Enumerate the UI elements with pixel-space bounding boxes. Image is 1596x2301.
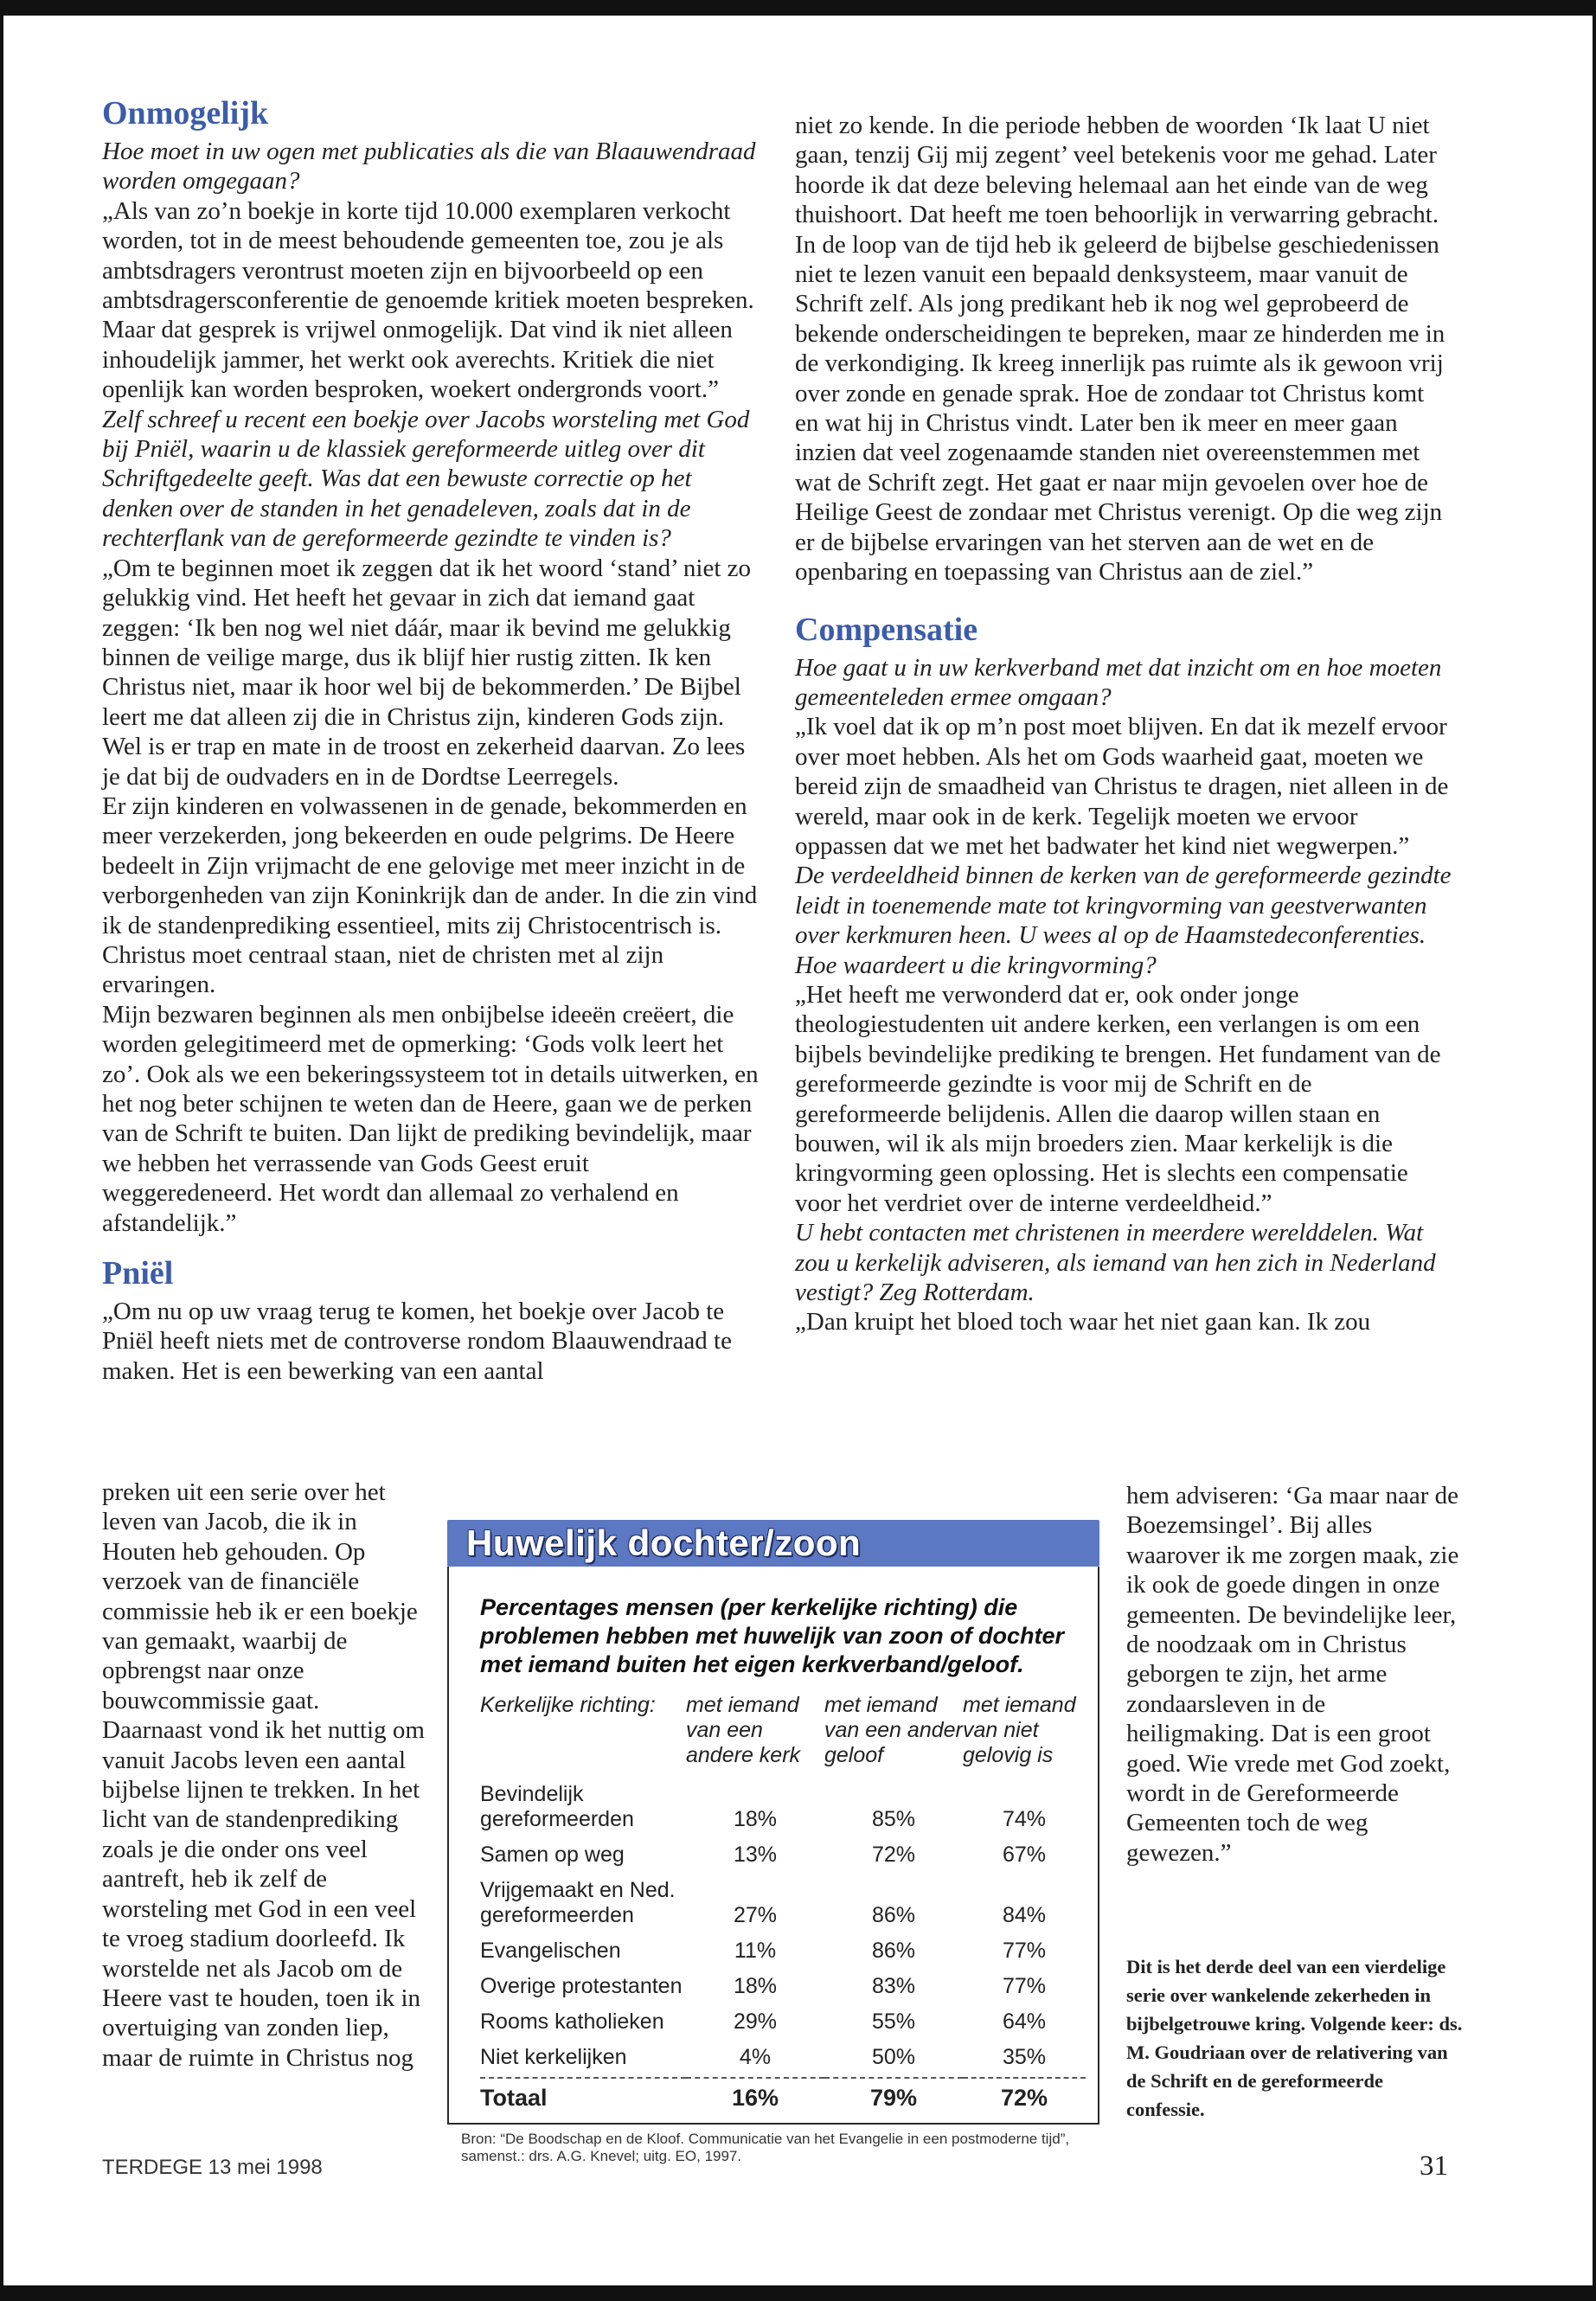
row-value: 55% bbox=[871, 2009, 916, 2034]
table-row bbox=[480, 2041, 1086, 2078]
left-paragraph-3: Zelf schreef u recent een boekje over Jacobs worsteling met God bij Pniël, waarin u de klassiek gereformeerde uitleg over dit Schriftgedeelte geeft. Was dat een bewuste correctie op het denken over de standen in het genadeleven, zoals dat in de rechterflank van de gereformeerde gezindte te vinden is? bbox=[102, 405, 750, 553]
right-bottom-paragraph-2: „Ik voel dat ik op m’n post moet blijven. En dat ik mezelf ervoor over moet hebben. Als het om Gods waarheid gaat, moeten we bereid zijn de smaadheid van Christus te dragen, niet alleen in de wereld, maar ook in de kerk. Tegelijk moeten we ervoor oppassen dat we met het badwater het kind niet wegwerpen.” bbox=[795, 713, 1449, 860]
right-top-paragraph-2: In de loop van de tijd heb ik geleerd de bijbelse geschiedenissen niet te lezen vanuit een bepaald denksysteem, maar vanuit de Schrift zelf. Als jong predikant heb ik nog wel geprobeerd de bekende onderscheidingen te bepreken, maar ze hinderden me in de verkondiging. Ik kreeg innerlijk pas ruimte als ik gewoon vrij over zonde en genade sprak. Hoe de zondaar tot Christus komt en wat hij in Christus vindt. Later ben ik meer en meer gaan inzien dat veel zogenaamde standen niet overeenstemmen met wat de Schrift zegt. Het gaat er naar mijn gevoelen over hoe de Heilige Geest de zondaar met Christus verenigt. Op die weg zijn er de bijbelse ervaringen van het sterven aan de wet en de openbaring en toepassing van Christus aan de ziel.” bbox=[795, 230, 1445, 586]
page-number: 31 bbox=[1420, 2150, 1448, 2182]
row-label: Evangelischen bbox=[480, 1939, 621, 1963]
table-row bbox=[480, 1935, 1086, 1971]
left-narrow-paragraph-2: Daarnaast vond ik het nuttig om vanuit Jacobs leven een aantal bijbelse lijnen te trekken. In het licht van de standenprediking zoals je die onder ons veel aantreft, heb ik zelf de worsteling met God in een veel te vroeg stadium doorleefd. Ik worstelde net als Jacob om de Heere vast te houden, toen ik in overtuiging van zonden liep, maar de ruimte in Christus nog bbox=[102, 1716, 425, 2072]
row-value: 86% bbox=[871, 1939, 916, 1963]
row-value: 11% bbox=[734, 1939, 777, 1963]
col-header-richting: Kerkelijke richting: bbox=[480, 1693, 656, 1717]
right-bottom-paragraph-5: U hebt contacten met christenen in meerdere werelddelen. Wat zou u kerkelijk adviseren, als iemand van hen zich in Nederland vestigt? Zeg Rotterdam. bbox=[795, 1219, 1436, 1307]
row-value: 50% bbox=[871, 2045, 916, 2069]
box-intro: Percentages mensen (per kerkelijke richting) die problemen hebben met huwelijk van zoon of dochter met iemand buiten het eigen kerkverband/geloof. bbox=[480, 1594, 1065, 1677]
row-value: 84% bbox=[1002, 1903, 1047, 1927]
left-paragraph-4: „Om te beginnen moet ik zeggen dat ik het woord ‘stand’ niet zo gelukkig vind. Het heeft het gevaar in zich dat iemand gaat zeggen: ‘Ik ben nog wel niet dáár, maar ik bevind me gelukkig binnen de veilige marge, dus ik blijf hier rustig zitten. Ik ken Christus niet, maar ik hoor wel bij de bekommerden.’ De Bijbel leert me dat alleen zij die in Christus zijn, kinderen Gods zijn. Wel is er trap en mate in de troost en zekerheid daarvan. Zo lees je dat bij de oudvaders en in de Dordtse Leerregels. bbox=[102, 554, 752, 791]
left-paragraph-1: Hoe moet in uw ogen met publicaties als die van Blaauwendraad worden omgegaan? bbox=[102, 138, 756, 195]
col-header-andere-kerk: met iemand van een andere kerk bbox=[686, 1693, 801, 1767]
total-value: 16% bbox=[686, 2078, 824, 2118]
row-value: 67% bbox=[1002, 1843, 1047, 1867]
table-row bbox=[480, 2006, 1086, 2041]
left-narrow-paragraph-1: preken uit een serie over het leven van Jacob, die ik in Houten heb gehouden. Op verzoek van de financiële commissie heb ik er een boekje van gemaakt, waarbij de opbrengst naar onze bouwcommissie gaat. bbox=[102, 1478, 418, 1715]
right-bottom-paragraph-4: „Het heeft me verwonderd dat er, ook onder jonge theologiestudenten uit andere kerken, een verlangen is om een bijbels bevindelijke prediking te brengen. Het fundament van de gereformeerde gezindte is voor mij de Schrift en de gereformeerde belijdenis. Allen die daarop willen staan en bouwen, wil ik als mijn broeders zien. Maar kerkelijk is die kringvorming geen oplossing. Het is slechts een compensatie voor het verdriet over de interne verdeeldheid.” bbox=[795, 980, 1441, 1217]
statistics-box bbox=[447, 1520, 1099, 2173]
row-label: Bevindelijk gereformeerden bbox=[480, 1782, 634, 1831]
right-bottom-paragraph-1: Hoe gaat u in uw kerkverband met dat inzicht om en hoe moeten gemeenteleden ermee omgaan? bbox=[795, 653, 1442, 711]
col-header-niet-gelovig: met iemand van niet gelovig is bbox=[963, 1693, 1076, 1767]
table-row bbox=[480, 1779, 1086, 1839]
total-value: 79% bbox=[824, 2078, 963, 2118]
table-header-row bbox=[480, 1693, 1086, 1779]
right-paragraphs-bottom bbox=[795, 653, 1452, 1337]
row-label: Niet kerkelijken bbox=[480, 2045, 627, 2069]
subheading-compensatie: Compensatie bbox=[795, 611, 978, 648]
row-value: 72% bbox=[871, 1843, 916, 1867]
row-value: 77% bbox=[1002, 1939, 1047, 1963]
row-value: 85% bbox=[871, 1807, 916, 1831]
box-title: Huwelijk dochter/zoon bbox=[466, 1522, 862, 1563]
box-header bbox=[447, 1520, 1099, 1567]
col-header-ander-geloof: met iemand van een ander geloof bbox=[824, 1693, 963, 1767]
table-total-row bbox=[480, 2078, 1086, 2118]
row-value: 86% bbox=[871, 1903, 916, 1927]
total-value: 72% bbox=[963, 2078, 1086, 2118]
row-value: 83% bbox=[871, 1974, 916, 1998]
row-value: 35% bbox=[1002, 2045, 1047, 2069]
row-value: 77% bbox=[1002, 1974, 1047, 1998]
row-value: 18% bbox=[733, 1974, 778, 1998]
row-value: 13% bbox=[733, 1843, 778, 1867]
table-row bbox=[480, 1875, 1086, 1935]
right-narrow-paragraph: hem adviseren: ‘Ga maar naar de Boezemsingel’. Bij alles waarover ik me zorgen maak, zie ik ook de goede dingen in onze gemeenten. De bevindelijke leer, de noodzaak om in Christus geborgen te zijn, het arme zondaarsleven in de heiligmaking. Dat is een groot goed. Wie vrede met God zoekt, wordt in de Gereformeerde Gemeenten toch de weg gewezen.” bbox=[1126, 1482, 1459, 1867]
subheading-onmogelijk: Onmogelijk bbox=[102, 95, 269, 131]
right-bottom-paragraph-6: „Dan kruipt het bloed toch waar het niet gaan kan. Ik zou bbox=[795, 1308, 1371, 1336]
left-paragraph-5: Er zijn kinderen en volwassenen in de genade, bekommerden en meer verzekerden, jong bekeerden en oude pelgrims. De Heere bedeelt in Zijn vrijmacht de ene gelovige met meer inzicht in de verborgenheden van zijn Koninkrijk dan de ander. In die zin vind ik de standenprediking essentieel, mits zij Christocentrisch is. Christus moet centraal staan, niet de christen met al zijn ervaringen. bbox=[102, 792, 758, 999]
right-paragraphs-top bbox=[795, 111, 1452, 587]
row-value: 27% bbox=[733, 1903, 778, 1927]
row-value: 29% bbox=[733, 2009, 778, 2034]
footer-publication: TERDEGE 13 mei 1998 bbox=[102, 2156, 323, 2179]
left-paragraphs bbox=[102, 137, 760, 1238]
row-label: Vrijgemaakt en Ned. gereformeerden bbox=[480, 1878, 676, 1927]
right-top-paragraph-1: niet zo kende. In die periode hebben de woorden ‘Ik laat U niet gaan, tenzij Gij mij zegent’ veel betekenis voor me gehad. Later hoorde ik dat deze beleving helemaal aan het einde van de weg thuishoort. Dat heeft me toen behoorlijk in verwarring gebracht. bbox=[795, 112, 1439, 229]
row-value: 64% bbox=[1002, 2009, 1047, 2034]
row-value: 74% bbox=[1002, 1807, 1047, 1831]
right-bottom-paragraph-3: De verdeeldheid binnen de kerken van de gereformeerde gezindte leidt in toenemende mate tot kringvorming van geestverwanten over kerkmuren heen. U wees al op de Haamstedeconferenties. Hoe waardeert u die kringvorming? bbox=[795, 862, 1452, 979]
left-narrow-column bbox=[102, 1477, 433, 2073]
row-label: Overige protestanten bbox=[480, 1974, 683, 1998]
row-value: 18% bbox=[733, 1807, 778, 1831]
box-source: Bron: “De Boodschap en de Kloof. Communicatie van het Evangelie in een postmoderne tijd”, samenst.: drs. A.G. Knevel; uitg. EO, 1997. bbox=[461, 2131, 1070, 2164]
row-value: 4% bbox=[739, 2045, 772, 2069]
left-paragraph-2: „Als van zo’n boekje in korte tijd 10.000 exemplaren verkocht worden, tot in de meest behoudende gemeenten toe, zou je als ambtsdragers verontrust moeten zijn en bijvoorbeeld op een ambtsdragersconferentie de genoemde kritiek moeten bespreken. Maar dat gesprek is vrijwel onmogelijk. Dat vind ik niet alleen inhoudelijk jammer, het werkt ook averechts. Kritiek die niet openlijk kan worden besproken, woekert ondergronds voort.” bbox=[102, 196, 754, 404]
table-row bbox=[480, 1971, 1086, 2006]
row-label: Samen op weg bbox=[480, 1843, 625, 1867]
series-note: Dit is het derde deel van een vierdelige serie over wankelende zekerheden in bijbelgetrouwe kring. Volgende keer: ds. M. Goudriaan over de relativering van de Schrift en de gereformeerde confessie. bbox=[1126, 1956, 1463, 2120]
left-paragraph-6: Mijn bezwaren beginnen als men onbijbelse ideeën creëert, die worden gelegitimeerd met de opmerking: ‘Gods volk leert het zo’. Ook als we een bekeringssysteem tot in details uitwerken, en het nog beter schijnen te weten dan de Heere, gaan we de perken van de Schrift te buiten. Dan lijkt de prediking bevindelijk, maar we hebben het verrassende van Gods Geest eruit weggeredeneerd. Het wordt dan allemaal zo verhalend en afstandelijk.” bbox=[102, 1000, 759, 1237]
total-label: Totaal bbox=[480, 2078, 686, 2118]
right-column bbox=[795, 111, 1452, 1337]
subheading-pniel: Pniël bbox=[102, 1255, 174, 1292]
statistics-table bbox=[480, 1693, 1086, 2118]
row-label: Rooms katholieken bbox=[480, 2009, 664, 2034]
left-column bbox=[102, 93, 760, 1386]
table-body bbox=[480, 1779, 1086, 2118]
right-narrow-column bbox=[1126, 1481, 1464, 1868]
table-row bbox=[480, 1839, 1086, 1875]
pniel-paragraph: „Om nu op uw vraag terug te komen, het boekje over Jacob te Pniël heeft niets met de controverse rondom Blaauwendraad te maken. Het is een bewerking van een aantal bbox=[102, 1298, 732, 1385]
